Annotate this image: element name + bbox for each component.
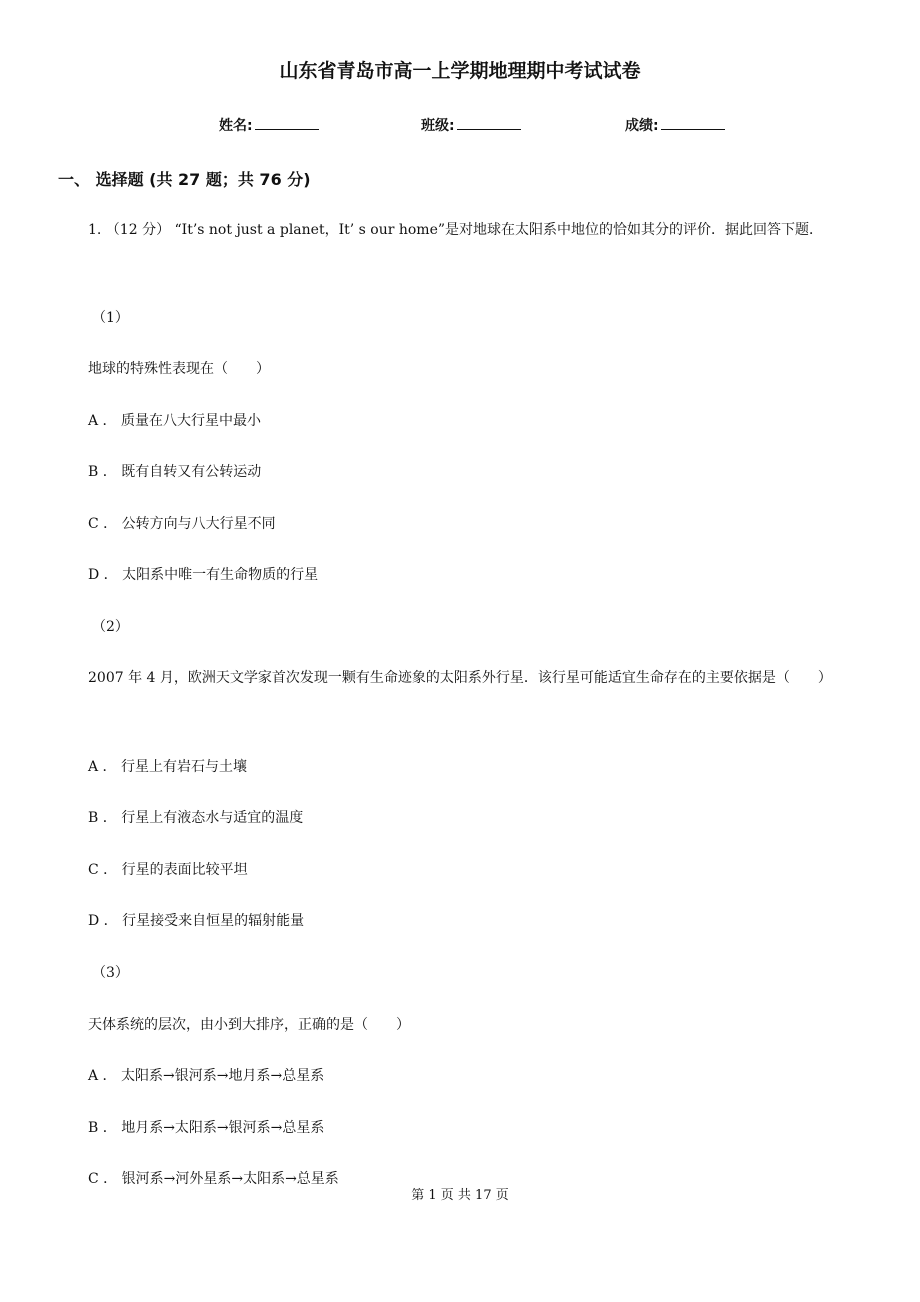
sub-question-2-number: （2） xyxy=(92,619,129,635)
class-label: 班级: xyxy=(421,118,455,134)
score-label: 成绩: xyxy=(625,118,659,134)
class-field xyxy=(421,114,521,137)
sub-question-1-number: （1） xyxy=(92,310,129,326)
sub-question-2-option-d: D ． 行星接受来自恒星的辐射能量 xyxy=(88,913,305,929)
class-blank xyxy=(457,114,521,130)
score-field xyxy=(625,114,725,137)
sub-question-1-option-b: B ． 既有自转又有公转运动 xyxy=(88,464,262,480)
sub-question-3-option-b: B ． 地月系→太阳系→银河系→总星系 xyxy=(88,1120,325,1136)
section-heading: 一、 选择题 (共 27 题；共 76 分) xyxy=(58,170,311,189)
sub-question-1-option-d: D ． 太阳系中唯一有生命物质的行星 xyxy=(88,567,319,583)
sub-question-3-option-a: A ． 太阳系→银河系→地月系→总星系 xyxy=(88,1068,325,1084)
sub-question-2-option-a: A ． 行星上有岩石与土壤 xyxy=(88,759,248,775)
sub-question-2-option-b: B ． 行星上有液态水与适宜的温度 xyxy=(88,810,304,826)
name-field xyxy=(219,114,319,137)
sub-question-3-prompt: 天体系统的层次，由小到大排序，正确的是（ ） xyxy=(88,1017,410,1033)
student-info-line xyxy=(0,114,920,136)
sub-question-3-number: （3） xyxy=(92,965,129,981)
sub-question-3-option-c: C ． 银河系→河外星系→太阳系→总星系 xyxy=(88,1171,339,1187)
sub-question-2-option-c: C ． 行星的表面比较平坦 xyxy=(88,862,248,878)
page-title: 山东省青岛市高一上学期地理期中考试试卷 xyxy=(279,60,641,82)
question-1-stem: 1. （12 分） “It’s not just a planet，It’ s our home”是对地球在太阳系中地位的恰如其分的评价．据此回答下题． xyxy=(88,222,824,238)
sub-question-1-option-c: C ． 公转方向与八大行星不同 xyxy=(88,516,276,532)
name-label: 姓名: xyxy=(219,118,253,134)
sub-question-2-prompt: 2007 年 4 月，欧洲天文学家首次发现一颗有生命迹象的太阳系外行星．该行星可能适宜生命存在的主要依据是（ ） xyxy=(88,670,832,686)
page-footer: 第 1 页 共 17 页 xyxy=(411,1188,509,1203)
score-blank xyxy=(661,114,725,130)
sub-question-1-prompt: 地球的特殊性表现在（ ） xyxy=(88,361,270,377)
name-blank xyxy=(255,114,319,130)
sub-question-1-option-a: A ． 质量在八大行星中最小 xyxy=(88,413,262,429)
